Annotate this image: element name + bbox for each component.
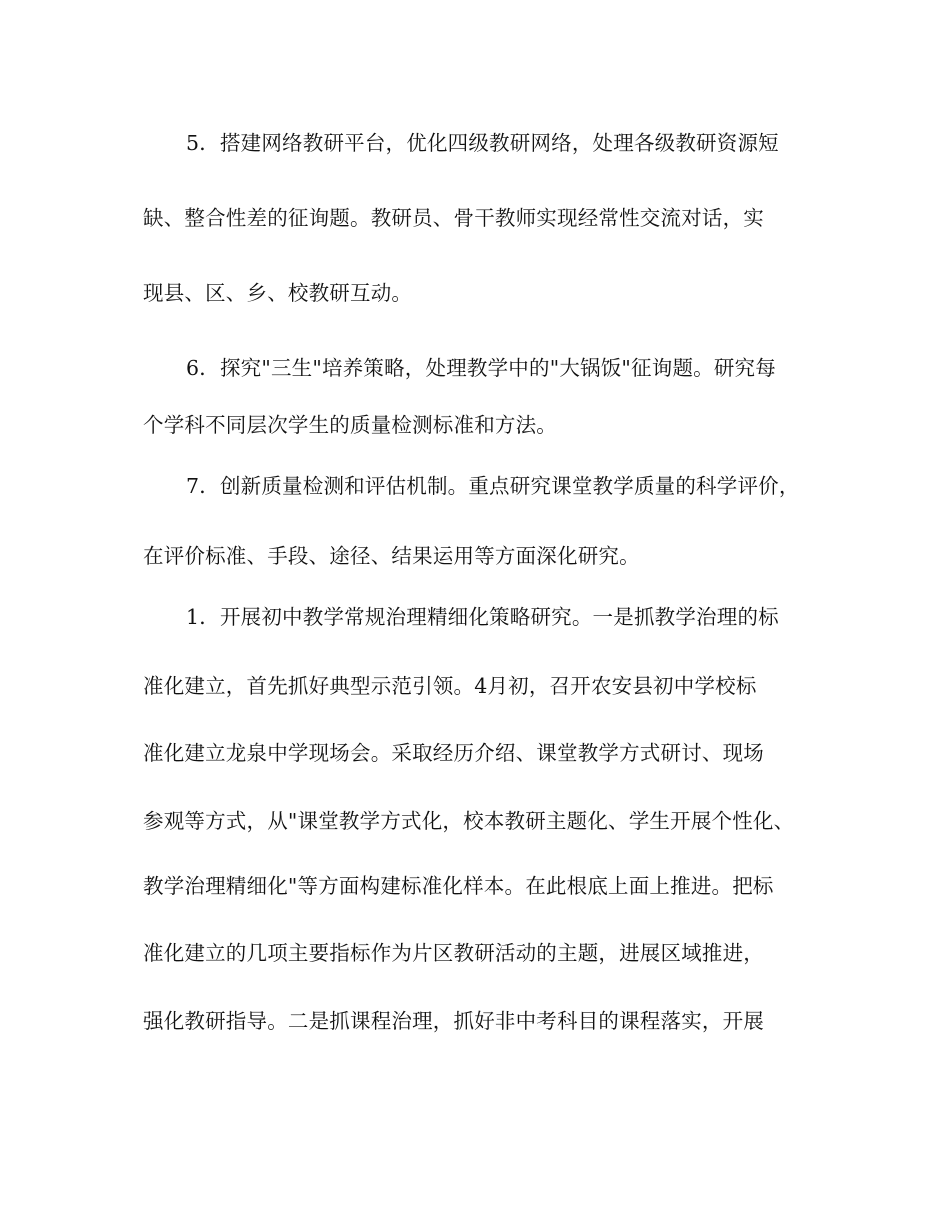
text-line: 7．创新质量检测和评估机制。重点研究课堂教学质量的科学评价， [186, 474, 800, 498]
text-line: 准化建立，首先抓好典型示范引领。4月初，召开农安县初中学校标 [143, 674, 757, 698]
text-line: 参观等方式，从"课堂教学方式化，校本教研主题化、学生开展个性化、 [143, 809, 795, 833]
text-line: 强化教研指导。二是抓课程治理，抓好非中考科目的课程落实，开展 [143, 1009, 764, 1033]
text-line: 在评价标准、手段、途径、结果运用等方面深化研究。 [143, 544, 640, 568]
text-line: 准化建立的几项主要指标作为片区教研活动的主题，进展区域推进， [143, 941, 764, 965]
text-line: 准化建立龙泉中学现场会。采取经历介绍、课堂教学方式研讨、现场 [143, 741, 764, 765]
text-line: 6．探究"三生"培养策略，处理教学中的"大锅饭"征询题。研究每 [186, 356, 776, 380]
text-line: 5．搭建网络教研平台，优化四级教研网络，处理各级教研资源短 [186, 131, 779, 155]
text-line: 个学科不同层次学生的质量检测标准和方法。 [143, 413, 557, 437]
text-line: 现县、区、乡、校教研互动。 [143, 281, 413, 305]
text-line: 1．开展初中教学常规治理精细化策略研究。一是抓教学治理的标 [186, 605, 779, 629]
text-line: 缺、整合性差的征询题。教研员、骨干教师实现经常性交流对话，实 [143, 206, 764, 230]
text-line: 教学治理精细化"等方面构建标准化样本。在此根底上面上推进。把标 [143, 874, 774, 898]
